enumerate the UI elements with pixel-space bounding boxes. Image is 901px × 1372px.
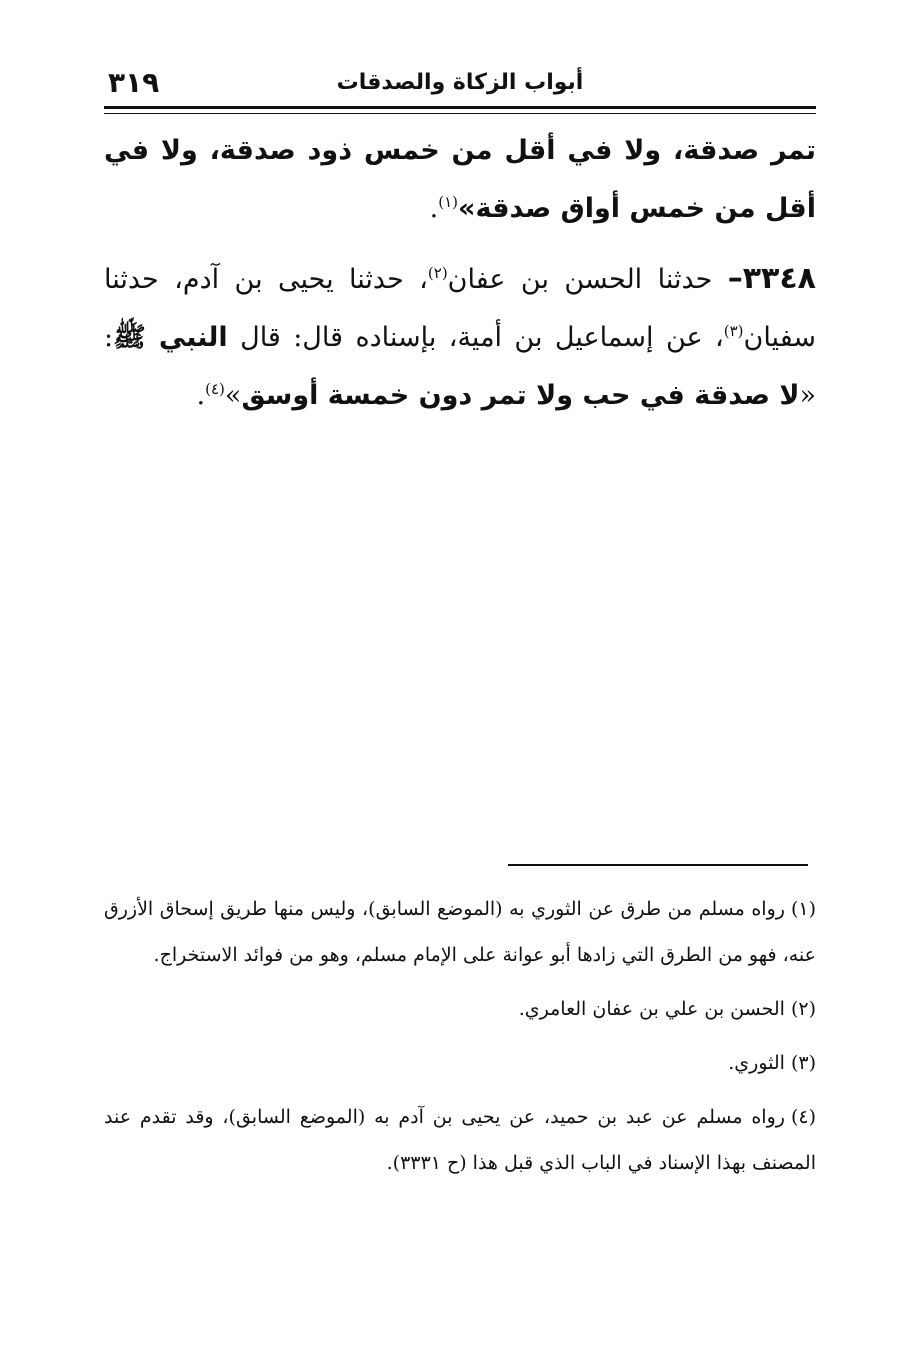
chain-text: ، حدثنا يحيى بن آدم، حدثنا سفيان <box>104 264 816 353</box>
footnote-mark: (٣) <box>790 1052 816 1074</box>
footnote-1 <box>104 886 816 978</box>
footnote-ref[interactable]: (٣) <box>723 322 744 340</box>
running-title: أبواب الزكاة والصدقات <box>336 70 584 95</box>
page-header <box>104 62 816 102</box>
footnote-ref[interactable]: (١) <box>438 193 458 211</box>
header-rule-thin <box>104 113 816 114</box>
hadith-number: ٣٣٤٨– <box>727 261 816 296</box>
footnote-mark: (٢) <box>790 998 816 1020</box>
footnote-text: الثوري. <box>728 1052 785 1074</box>
chain-text: ، عن إسماعيل بن أمية، بإسناده قال: قال <box>227 322 724 353</box>
footnote-mark: (١) <box>790 898 816 920</box>
footnote-text: رواه مسلم من طرق عن الثوري به (الموضع السابق)، وليس منها طريق إسحاق الأزرق عنه، فهو من الطرق التي زادها أبو عوانة على الإمام مسلم، وهو من فوائد الاستخراج. <box>104 898 816 966</box>
footnotes <box>104 886 816 1194</box>
hadith-paragraph <box>104 250 816 425</box>
period: . <box>429 193 439 224</box>
quote-text: لا صدقة في حب ولا تمر دون خمسة أوسق <box>241 380 800 411</box>
footnote-ref[interactable]: (٤) <box>205 380 225 398</box>
quote-text: تمر صدقة، ولا في أقل من خمس ذود صدقة، ولا في أقل من خمس أواق صدقة» <box>104 135 816 224</box>
footnote-separator <box>508 864 808 866</box>
header-rule-thick <box>104 106 816 109</box>
page-number: ٣١٩ <box>108 66 160 99</box>
footnote-mark: (٤) <box>790 1106 816 1128</box>
footnote-text: الحسن بن علي بن عفان العامري. <box>518 998 785 1020</box>
footnote-3 <box>104 1040 816 1086</box>
quote-close: » <box>224 380 242 411</box>
main-text <box>104 122 816 425</box>
quote-open: : « <box>104 322 816 411</box>
period: . <box>196 380 206 411</box>
prophet-name: النبي ﷺ <box>113 322 228 353</box>
footnote-text: رواه مسلم عن عبد بن حميد، عن يحيى بن آدم به (الموضع السابق)، وقد تقدم عند المصنف بهذا الإسناد في الباب الذي قبل هذا (ح ٣٣٣١). <box>104 1106 816 1174</box>
footnote-2 <box>104 986 816 1032</box>
footnote-ref[interactable]: (٢) <box>427 264 448 282</box>
chain-text: حدثنا الحسن بن عفان <box>447 264 728 295</box>
paragraph-continued <box>104 122 816 238</box>
footnote-4 <box>104 1094 816 1186</box>
